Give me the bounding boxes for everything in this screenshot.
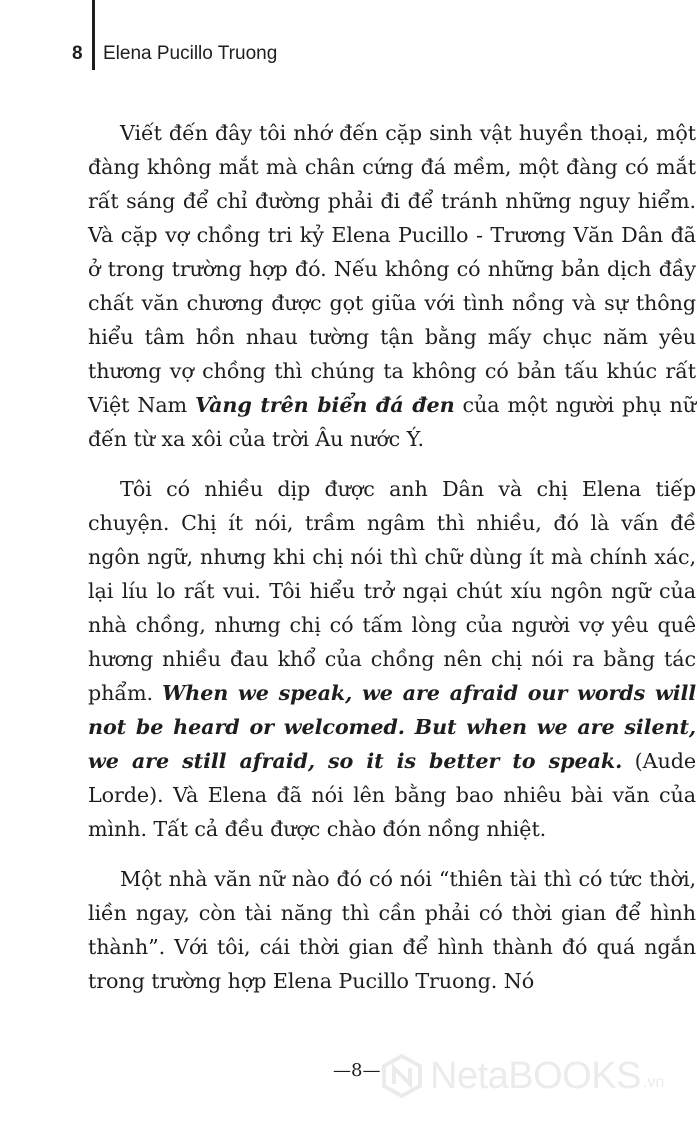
emphasized-text: When we speak, we are afraid our words will not be heard or welcomed. But when we are silent, we are still afraid, so it is better to speak. xyxy=(88,681,696,773)
paragraph xyxy=(88,862,696,998)
paragraph-text: Một nhà văn nữ nào đó có nói “thiên tài thì có tức thời, liền ngay, còn tài năng thì cần phải có thời gian để hình thành”. Với tôi, cái thời gian để hình thành đó quá ngắn trong trường hợp Elena Pucillo Truong. Nó xyxy=(88,867,696,993)
paragraph-text: Tôi có nhiều dịp được anh Dân và chị Elena tiếp chuyện. Chị ít nói, trầm ngâm thì nhiều, đó là vấn đề ngôn ngữ, nhưng khi chị nói thì chữ dùng ít mà chính xác, lại líu lo rất vui. Tôi hiểu trở ngại chút xíu ngôn ngữ của nhà chồng, nhưng chị có tấm lòng của người vợ yêu quê hương nhiều đau khổ của chồng nên chị nói ra bằng tác phẩm. xyxy=(88,477,696,705)
paragraph-text: (Aude Lorde). Và Elena đã nói lên bằng bao nhiêu bài văn của mình. Tất cả đều được chào đón nồng nhiệt. xyxy=(88,749,697,841)
paragraph xyxy=(88,472,696,846)
watermark xyxy=(380,1050,664,1102)
header-vertical-rule xyxy=(92,0,95,70)
body-text xyxy=(88,116,696,1014)
netabooks-logo-icon xyxy=(380,1054,424,1098)
watermark-suffix: .vn xyxy=(642,1074,665,1091)
running-header xyxy=(0,0,700,80)
paragraph-text: của một người phụ nữ đến từ xa xôi của trời Âu nước Ý. xyxy=(88,393,696,451)
watermark-brand: NetaBOOKS xyxy=(430,1054,641,1097)
paragraph-text: Viết đến đây tôi nhớ đến cặp sinh vật huyền thoại, một đàng không mắt mà chân cứng đá mềm, một đàng có mắt rất sáng để chỉ đường phải đi để tránh những nguy hiểm. Và cặp vợ chồng tri kỷ Elena Pucillo - Trương Văn Dân đã ở trong trường hợp đó. Nếu không có những bản dịch đầy chất văn chương được gọt giũa với tình nồng và sự thông hiểu tâm hồn nhau tường tận bằng mấy chục năm yêu thương vợ chồng thì chúng ta không có bản tấu khúc rất Việt Nam xyxy=(88,121,696,417)
emphasized-text: Vàng trên biển đá đen xyxy=(195,393,455,417)
header-author-name: Elena Pucillo Truong xyxy=(103,43,278,64)
header-page-number: 8 xyxy=(72,43,83,64)
footer-page-marker: —8— xyxy=(333,1060,381,1081)
paragraph xyxy=(88,116,696,456)
